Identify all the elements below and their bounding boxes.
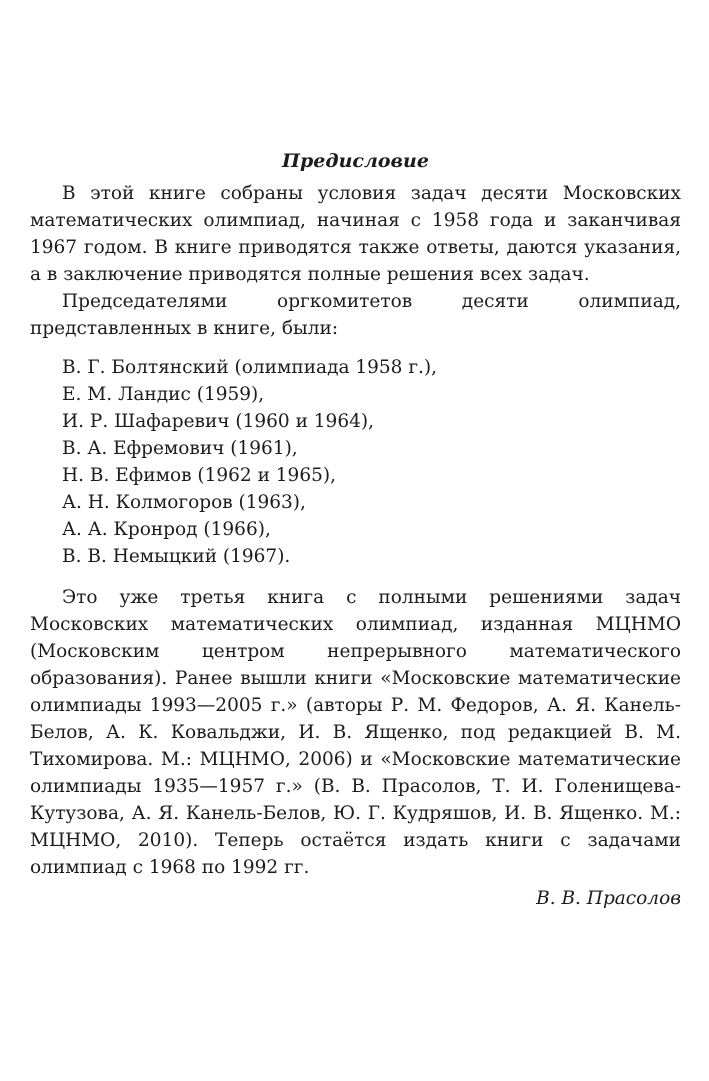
chairs-list-item: А. А. Кронрод (1966), <box>62 519 271 540</box>
closing-paragraph: Это уже третья книга с полными решениями задач Московских математических олимпиад, изданная МЦНМО (Московским центром непрерывного математического образования). Ранее вышли книги «Московские математические олимпиады 1993—2005 г.» (авторы Р. М. Федоров, А. Я. Канель-Белов, А. К. Ковальджи, И. В. Ященко, под редакцией В. М. Тихомирова. М.: МЦНМО, 2006) и «Московские математические олимпиады 1935—1957 г.» (В. В. Прасолов, Т. И. Голенищева-Кутузова, А. Я. Канель-Белов, Ю. Г. Кудряшов, И. В. Ященко. М.: МЦНМО, 2010). Теперь остаётся издать книги с задачами олимпиад с 1968 по 1992 гг. <box>30 587 681 878</box>
chairs-list-item: Н. В. Ефимов (1962 и 1965), <box>62 465 336 486</box>
author-signature: В. В. Прасолов <box>536 888 681 909</box>
chairs-list <box>62 354 681 570</box>
page-title: Предисловие <box>282 150 429 172</box>
chairs-intro-paragraph: Председателями оргкомитетов десяти олимпиад, представленных в книге, были: <box>30 291 681 339</box>
chairs-list-item: И. Р. Шафаревич (1960 и 1964), <box>62 411 374 432</box>
document-page <box>30 148 681 912</box>
intro-paragraph: В этой книге собраны условия задач десяти Московских математических олимпиад, начиная с 1958 года и заканчивая 1967 годом. В книге приводятся также ответы, даются указания, а в заключение приводятся полные решения всех задач. <box>30 183 681 285</box>
chairs-list-item: В. А. Ефремович (1961), <box>62 438 298 459</box>
chairs-list-item: Е. М. Ландис (1959), <box>62 384 265 405</box>
chairs-list-item: В. Г. Болтянский (олимпиада 1958 г.), <box>62 357 438 378</box>
chairs-list-item: А. Н. Колмогоров (1963), <box>62 492 306 513</box>
chairs-list-item: В. В. Немыцкий (1967). <box>62 546 291 567</box>
